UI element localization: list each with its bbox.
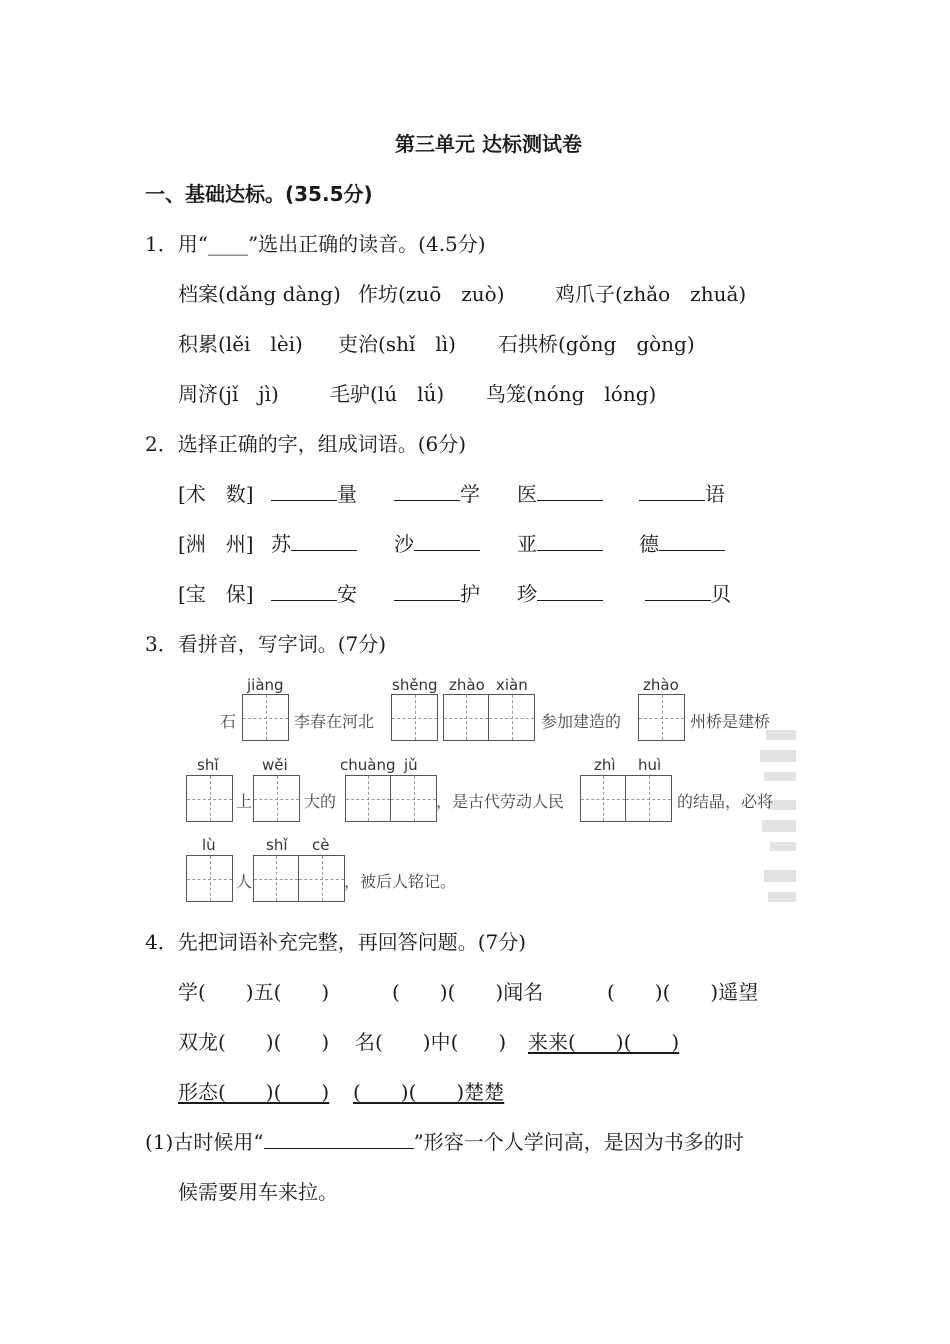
page-title: 第三单元 达标测试卷: [395, 132, 582, 156]
pinyin-label: shěng: [392, 676, 438, 694]
q2-blank-item[interactable]: 学: [394, 478, 480, 507]
pinyin-label: wěi: [262, 756, 288, 774]
idiom-blank[interactable]: 学( )五( ): [178, 980, 330, 1004]
char-grid[interactable]: [580, 775, 672, 822]
q3-text: 李春在河北: [294, 712, 375, 731]
q3-text: ，是古代劳动人民: [436, 792, 565, 811]
q1-item: 积累(lěi lèi): [178, 332, 303, 356]
q2-blank-item[interactable]: 安: [271, 578, 357, 607]
q2-blank-item[interactable]: 护: [394, 578, 480, 607]
q2-heading: 2．选择正确的字，组成词语。(6分): [145, 432, 467, 456]
q2-blank-item[interactable]: 医: [517, 478, 603, 507]
q2-blank-item[interactable]: 珍: [517, 578, 603, 607]
pinyin-label: lù: [202, 836, 216, 854]
char-grid[interactable]: [186, 855, 233, 902]
idiom-blank[interactable]: 形态( )( ): [178, 1080, 330, 1104]
idiom-blank[interactable]: 来来( )( ): [528, 1030, 680, 1054]
section-heading-1: 一、基础达标。(35.5分): [145, 182, 373, 206]
q3-text: 的结晶，必将: [677, 792, 774, 811]
q3-text: 州桥是建桥: [690, 712, 771, 731]
char-grid[interactable]: [443, 694, 535, 741]
q2-blank-item[interactable]: 沙: [394, 528, 480, 557]
q2-group-label: [洲 州]: [178, 532, 254, 556]
idiom-blank[interactable]: ( )( )闻名: [392, 980, 544, 1004]
q3-text: 参加建造的: [541, 712, 622, 731]
q1-heading: 1．用“____”选出正确的读音。(4.5分): [145, 232, 486, 256]
char-grid[interactable]: [345, 775, 437, 822]
q2-blank-item[interactable]: 量: [271, 478, 357, 507]
pinyin-label: huì: [638, 756, 662, 774]
q1-item: 鸟笼(nóng lóng): [486, 382, 657, 406]
pinyin-label: cè: [312, 836, 330, 854]
pinyin-label: zhào: [643, 676, 679, 694]
q3-text: 上: [236, 792, 253, 811]
q2-blank-item[interactable]: 贝: [645, 578, 731, 607]
q2-blank-item[interactable]: 亚: [517, 528, 603, 557]
q3-text: 大的: [304, 792, 337, 811]
pinyin-label: jiàng: [247, 676, 284, 694]
q1-item: 作坊(zuō zuò): [358, 282, 505, 306]
q2-blank-item[interactable]: 语: [639, 478, 725, 507]
idiom-blank[interactable]: ( )( )遥望: [607, 980, 759, 1004]
char-grid[interactable]: [186, 775, 233, 822]
q1-item: 吏治(shǐ lì): [338, 332, 456, 356]
char-grid[interactable]: [638, 694, 685, 741]
q2-group-label: [宝 保]: [178, 582, 254, 606]
q4-sub-question: (1)古时候用“ ”形容一个人学问高，是因为书多的时: [145, 1130, 744, 1154]
char-grid[interactable]: [391, 694, 438, 741]
pinyin-label: shǐ: [266, 836, 288, 854]
q1-item: 周济(jǐ jì): [178, 382, 279, 406]
q2-group-label: [术 数]: [178, 482, 254, 506]
pinyin-label: zhì: [594, 756, 616, 774]
idiom-blank[interactable]: 名( )中( ): [355, 1030, 507, 1054]
q3-text: ，被后人铭记。: [344, 872, 457, 891]
answer-blank[interactable]: [264, 1130, 414, 1149]
pinyin-label: shǐ: [197, 756, 219, 774]
pinyin-label: jǔ: [404, 756, 418, 774]
pinyin-label: chuàng: [340, 756, 396, 774]
q4-heading: 4．先把词语补充完整，再回答问题。(7分): [145, 930, 527, 954]
q3-heading: 3．看拼音，写字词。(7分): [145, 632, 387, 656]
q3-text: 人: [236, 872, 253, 891]
q3-text: 石: [220, 712, 237, 731]
idiom-blank[interactable]: 双龙( )( ): [178, 1030, 330, 1054]
pinyin-label: zhào: [449, 676, 485, 694]
char-grid[interactable]: [253, 855, 345, 902]
pinyin-label: xiàn: [496, 676, 528, 694]
q1-item: 鸡爪子(zhǎo zhuǎ): [555, 282, 747, 306]
q4-sub-question-cont: 候需要用车来拉。: [178, 1180, 338, 1204]
q1-item: 石拱桥(gǒng gòng): [498, 332, 695, 356]
char-grid[interactable]: [253, 775, 300, 822]
q2-blank-item[interactable]: 苏: [271, 528, 357, 557]
q1-item: 档案(dǎng dàng): [178, 282, 341, 306]
char-grid[interactable]: [242, 694, 289, 741]
bridge-watermark: [756, 720, 796, 910]
idiom-blank[interactable]: ( )( )楚楚: [353, 1080, 505, 1104]
q1-item: 毛驴(lú lǘ): [330, 382, 445, 406]
q2-blank-item[interactable]: 德: [639, 528, 725, 557]
